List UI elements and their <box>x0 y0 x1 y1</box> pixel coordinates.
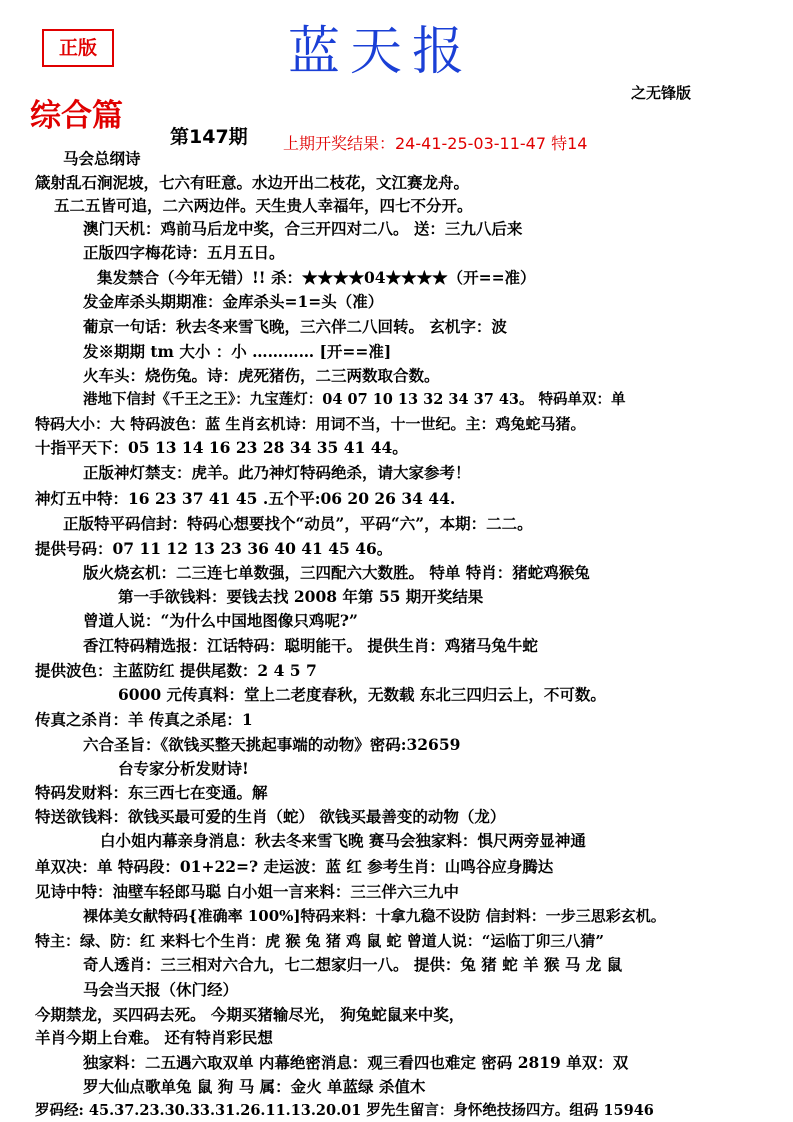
issue-number: 第147期 <box>170 126 248 148</box>
text-line: 火车头：烧伤兔。诗：虎死猪伤，二三两数取合数。 <box>83 366 440 385</box>
text-line: 罗码经: 45.37.23.30.33.31.26.11.13.20.01 罗先生留言：身怀绝技扬四方。组码 15946 <box>35 1102 654 1119</box>
newspaper-title: 蓝天报 <box>288 22 475 82</box>
text-line: 单双决：单 特码段：01+22=? 走运波：蓝 红 参考生肖：山鸣谷应身腾达 <box>35 857 554 876</box>
genuine-stamp: 正版 <box>42 29 114 67</box>
text-line: 发金库杀头期期准：金库杀头=1=头（准） <box>83 292 384 311</box>
text-line: 马会总纲诗 <box>63 149 141 168</box>
text-line: 裸体美女献特码{准确率 100%]特码来料：十拿九稳不设防 信封料：一步三思彩玄机。 <box>83 907 666 925</box>
edition-label: 之无锋版 <box>631 84 692 102</box>
text-line: 版火烧玄机：二三连七单数强，三四配六大数胜。 特单 特肖：猪蛇鸡猴兔 <box>83 563 590 582</box>
text-line: 澳门天机：鸡前马后龙中奖，合三开四对二八。 送：三九八后来 <box>83 219 523 238</box>
text-line: 罗大仙点歌单兔 鼠 狗 马 属：金火 单蓝绿 杀值木 <box>83 1077 426 1096</box>
text-line: 正版神灯禁支：虎羊。此乃神灯特码绝杀，请大家参考！ <box>83 463 471 482</box>
text-line: 羊肖今期上台难。 还有特肖彩民想 <box>35 1028 273 1047</box>
text-line: 正版特平码信封：特码心想要找个“动员”，平码“六”，本期：二二。 <box>63 514 533 533</box>
text-line: 马会当天报（休门经） <box>83 980 239 999</box>
text-line: 今期禁龙，买四码去死。 今期买猪输尽光， 狗兔蛇鼠来中奖， <box>35 1005 465 1024</box>
text-line: 香江特码精选报：江话特码：聪明能干。 提供生肖：鸡猪马兔牛蛇 <box>83 636 538 655</box>
text-line: 6000 元传真料：堂上二老度春秋，无数载 东北三四归云上，不可数。 <box>118 685 606 704</box>
text-line: 奇人透肖：三三相对六合九，七二想家归一八。 提供：兔 猪 蛇 羊 猴 马 龙 鼠 <box>83 955 623 974</box>
text-line: 白小姐内幕亲身消息：秋去冬来雪飞晚 赛马会独家料：惧尺两旁显神通 <box>100 831 586 850</box>
text-line: 港地下信封《千王之王》：九宝莲灯：04 07 10 13 32 34 37 43。 特码单双：单 <box>83 391 626 408</box>
text-line: 曾道人说：“为什么中国地图像只鸡呢?” <box>83 611 358 630</box>
text-line: 特主：绿、防：红 来料七个生肖：虎 猴 兔 猪 鸡 鼠 蛇 曾道人说：“运临丁卯三八猜” <box>35 932 605 950</box>
text-line: 提供号码：07 11 12 13 23 36 40 41 45 46。 <box>35 539 393 558</box>
text-line: 第一手欲钱料：要钱去找 2008 年第 55 期开奖结果 <box>118 587 484 606</box>
last-draw-result: 上期开奖结果：24-41-25-03-11-47 特14 <box>283 134 588 153</box>
section-heading: 综合篇 <box>30 98 123 134</box>
text-line: 六合圣旨：《欲钱买整天挑起事端的动物》密码:32659 <box>83 735 461 754</box>
text-line: 见诗中特：油壁车轻郎马聪 白小姐一言来料：三三伴六三九中 <box>35 882 459 901</box>
text-line: 提供波色：主蓝防红 提供尾数：2 4 5 7 <box>35 661 317 680</box>
text-line: 特码发财料：东三西七在变通。解 <box>35 783 268 802</box>
text-line: 特码大小：大 特码波色：蓝 生肖玄机诗：用词不当，十一世纪。主：鸡兔蛇马猪。 <box>35 415 586 433</box>
text-line: 传真之杀肖：羊 传真之杀尾：1 <box>35 710 253 729</box>
text-line: 五二五皆可追，二六两边伴。天生贵人幸福年，四七不分开。 <box>54 196 473 215</box>
text-line: 十指平天下：05 13 14 16 23 28 34 35 41 44。 <box>35 438 408 457</box>
text-line: 特送欲钱料：欲钱买最可爱的生肖（蛇） 欲钱买最善变的动物（龙） <box>35 807 506 826</box>
text-line: 集发禁合（今年无错）!! 杀：★★★★04★★★★（开==准） <box>97 268 536 287</box>
text-line: 独家料：二五遇六取双单 内幕绝密消息：观三看四也难定 密码 2819 单双：双 <box>83 1053 629 1072</box>
text-line: 台专家分析发财诗! <box>118 759 249 778</box>
text-line: 箴射乱石涧泥坡，七六有旺意。水边开出二枝花，文江赛龙舟。 <box>35 173 470 192</box>
text-line: 葡京一句话：秋去冬来雪飞晚，三六伴二八回转。 玄机字：波 <box>83 317 507 336</box>
text-line: 正版四字梅花诗：五月五日。 <box>83 243 285 262</box>
text-line: 神灯五中特：16 23 37 41 45 .五个平:06 20 26 34 44. <box>35 489 456 508</box>
text-line: 发※期期 tm 大小 ：小 ………… [开==准] <box>83 342 392 361</box>
